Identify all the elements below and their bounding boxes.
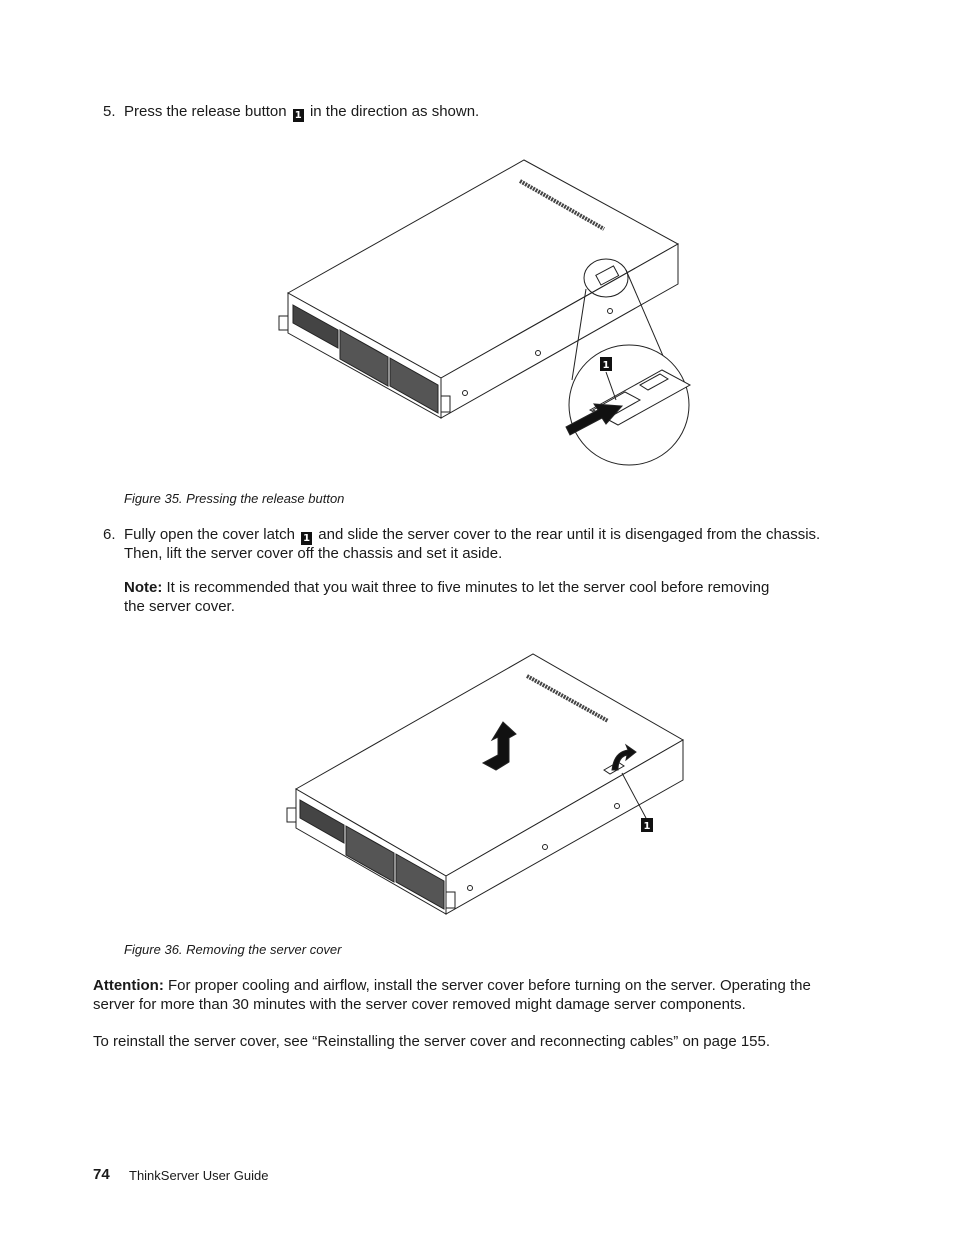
attention-line-1	[93, 976, 811, 995]
step-6-number: 6.	[103, 526, 116, 543]
step-5-after: in the direction as shown.	[309, 103, 480, 120]
figure-36-caption: Figure 36. Removing the server cover	[124, 942, 342, 957]
rack-ear-left	[287, 808, 296, 822]
figure-36-callout: 1	[643, 821, 651, 832]
footer-title: ThinkServer User Guide	[129, 1168, 269, 1183]
note-label: Note:	[124, 579, 163, 596]
figure-35-callout: 1	[602, 360, 610, 371]
page-number: 74	[93, 1166, 110, 1183]
attention-line-2: server for more than 30 minutes with the server cover removed might damage server components.	[93, 996, 746, 1013]
attention-label: Attention:	[93, 977, 164, 994]
figure-35-caption: Figure 35. Pressing the release button	[124, 491, 345, 506]
step-5-number: 5.	[103, 103, 116, 120]
step-5-before: Press the release button	[124, 103, 287, 120]
step-6-after: and slide the server cover to the rear until it is disengaged from the chassis.	[318, 526, 821, 543]
note-line-2: the server cover.	[124, 598, 235, 615]
callout-badge: 1	[301, 532, 312, 545]
step-6-line-2: Then, lift the server cover off the chassis and set it aside.	[124, 545, 503, 562]
step-6-before: Fully open the cover latch	[124, 526, 295, 543]
callout-badge: 1	[293, 109, 304, 122]
attention-text-1: For proper cooling and airflow, install the server cover before turning on the server. Operating the	[167, 977, 811, 994]
rack-ear-right	[446, 892, 455, 908]
reinstall-paragraph: To reinstall the server cover, see “Reinstalling the server cover and reconnecting cables” on page 155.	[93, 1033, 771, 1050]
note-text-1: It is recommended that you wait three to five minutes to let the server cool before removing	[166, 579, 770, 596]
